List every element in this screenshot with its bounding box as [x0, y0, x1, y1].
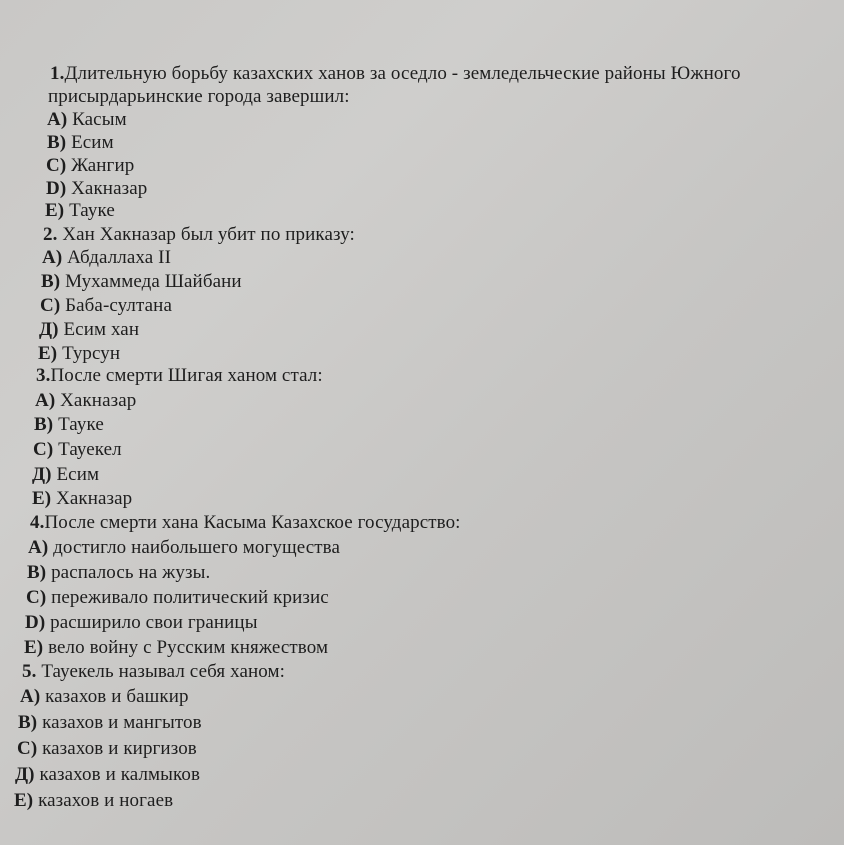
option-3b: В) Тауке	[34, 414, 104, 435]
option-2a: А) Абдаллаха II	[42, 247, 172, 268]
question-number: 3.	[36, 365, 51, 386]
question-4	[30, 512, 461, 534]
question-text: Хан Хакназар был убит по приказу:	[62, 224, 355, 245]
question-2	[43, 224, 355, 246]
option-2b: В) Мухаммеда Шайбани	[41, 271, 242, 292]
option-2e: Е) Турсун	[38, 343, 121, 364]
question-text: присырдарьинские города завершил:	[48, 86, 350, 107]
option-5b: В) казахов и мангытов	[18, 712, 202, 733]
option-3a: А) Хакназар	[35, 390, 137, 411]
question-5	[22, 661, 285, 683]
option-5c: С) казахов и киргизов	[17, 738, 197, 759]
option-4c: С) переживало политический кризис	[26, 587, 329, 608]
question-text: После смерти хана Касыма Казахское государство:	[44, 512, 461, 533]
option-3e: Е) Хакназар	[32, 488, 133, 509]
option-1d: D) Хакназар	[46, 178, 148, 199]
option-1e: Е) Тауке	[45, 200, 115, 221]
question-number: 2.	[43, 224, 58, 245]
option-4a: А) достигло наибольшего могущества	[28, 537, 341, 558]
option-3c: С) Тауекел	[33, 439, 122, 460]
option-4d: D) расширило свои границы	[25, 612, 258, 633]
option-3d: Д) Есим	[32, 464, 100, 485]
option-4e: Е) вело войну с Русским княжеством	[24, 637, 329, 658]
option-5a: А) казахов и башкир	[20, 686, 189, 707]
question-1-line-2	[48, 86, 350, 108]
option-4b: В) распалось на жузы.	[27, 562, 211, 583]
question-number: 1.	[50, 63, 65, 84]
question-1-line-1	[50, 63, 741, 85]
question-number: 5.	[22, 661, 37, 682]
option-2c: С) Баба-султана	[40, 295, 172, 316]
question-3	[36, 365, 323, 387]
option-1b: В) Есим	[47, 132, 114, 153]
option-5d: Д) казахов и калмыков	[15, 764, 201, 785]
option-1c: С) Жангир	[46, 155, 135, 176]
question-text: Длительную борьбу казахских ханов за оседло - земледельческие районы Южного	[64, 63, 741, 84]
question-number: 4.	[30, 512, 45, 533]
option-2d: Д) Есим хан	[39, 319, 140, 340]
question-text: После смерти Шигая ханом стал:	[50, 365, 323, 386]
option-5e: Е) казахов и ногаев	[14, 790, 174, 811]
question-text: Тауекель называл себя ханом:	[41, 661, 285, 682]
option-1a: А) Касым	[47, 109, 127, 130]
